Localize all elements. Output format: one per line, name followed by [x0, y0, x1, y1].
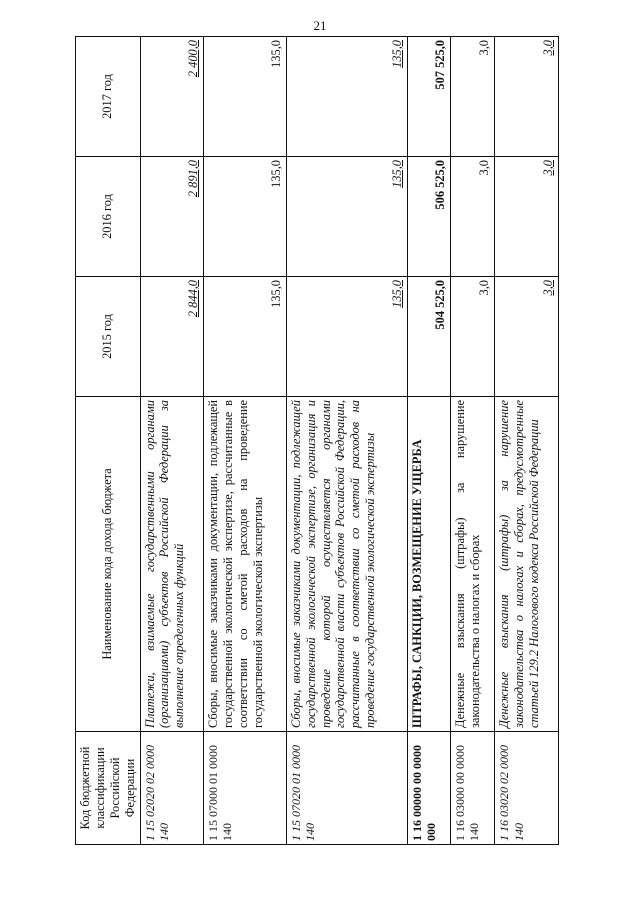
cell-2016: 135,0: [286, 157, 407, 277]
rotated-table-region: [75, 37, 559, 845]
header-2015: 2015 год: [76, 277, 141, 397]
budget-income-table: [75, 36, 559, 845]
cell-code: 1 15 02020 02 0000 140: [140, 732, 204, 845]
header-code: Код бюджетной классификации Российской Федерации: [76, 732, 141, 845]
header-2017: 2017 год: [76, 37, 141, 157]
cell-2016: 135,0: [204, 157, 287, 277]
cell-code: 1 15 07020 01 0000 140: [286, 732, 407, 845]
cell-2017: 3,0: [450, 37, 495, 157]
cell-2016: 2 891,0: [140, 157, 204, 277]
cell-2016: 3,0: [450, 157, 495, 277]
table-row: [450, 37, 495, 845]
cell-2015: 3,0: [450, 277, 495, 397]
page-number: 21: [313, 18, 327, 33]
cell-2017: 507 525,0: [407, 37, 450, 157]
cell-name: ШТРАФЫ, САНКЦИИ, ВОЗМЕЩЕНИЕ УЩЕРБА: [407, 397, 450, 732]
cell-name: Платежи, взимаемые государственными органами (организациями) субъектов Российской Федерации за выполнение определенных функций: [140, 397, 204, 732]
cell-code: 1 16 00000 00 0000 000: [407, 732, 450, 845]
cell-code: 1 15 07000 01 0000 140: [204, 732, 287, 845]
cell-name: Сборы, вносимые заказчиками документации, подлежащей государственной экологической экспертизе, организация и проведение которой осуществляется органами государственной власти субъектов Российской Федерации, рассчитанные в соответствии со сметой расходов на проведение государственной экологической экспертизы: [286, 397, 407, 732]
table-header-row: [76, 37, 141, 845]
cell-2017: 3,0: [495, 37, 559, 157]
cell-2017: 135,0: [286, 37, 407, 157]
cell-name: Денежные взыскания (штрафы) за нарушение законодательства о налогах и сборах, предусмотренные статьей 129.2 Налогового кодекса Российской Федерации: [495, 397, 559, 732]
header-2016: 2016 год: [76, 157, 141, 277]
cell-2016: 3,0: [495, 157, 559, 277]
cell-code: 1 16 03020 02 0000 140: [495, 732, 559, 845]
cell-2016: 506 525,0: [407, 157, 450, 277]
cell-2017: 2 400,0: [140, 37, 204, 157]
cell-name: Сборы, вносимые заказчиками документации, подлежащей государственной экологической экспертизе, рассчитанные в соответствии со сметой расходов на проведение государственной экологической экспертизы: [204, 397, 287, 732]
table-row: [286, 37, 407, 845]
table-wrapper: [75, 37, 559, 845]
cell-2015: 504 525,0: [407, 277, 450, 397]
table-row: [407, 37, 450, 845]
table-row: [204, 37, 287, 845]
table-row: [140, 37, 204, 845]
cell-2017: 135,0: [204, 37, 287, 157]
header-name: Наименование кода дохода бюджета: [76, 397, 141, 732]
cell-2015: 2 844,0: [140, 277, 204, 397]
table-row: [495, 37, 559, 845]
cell-name: Денежные взыскания (штрафы) за нарушение законодательства о налогах и сборах: [450, 397, 495, 732]
cell-2015: 135,0: [204, 277, 287, 397]
cell-2015: 135,0: [286, 277, 407, 397]
cell-2015: 3,0: [495, 277, 559, 397]
cell-code: 1 16 03000 00 0000 140: [450, 732, 495, 845]
